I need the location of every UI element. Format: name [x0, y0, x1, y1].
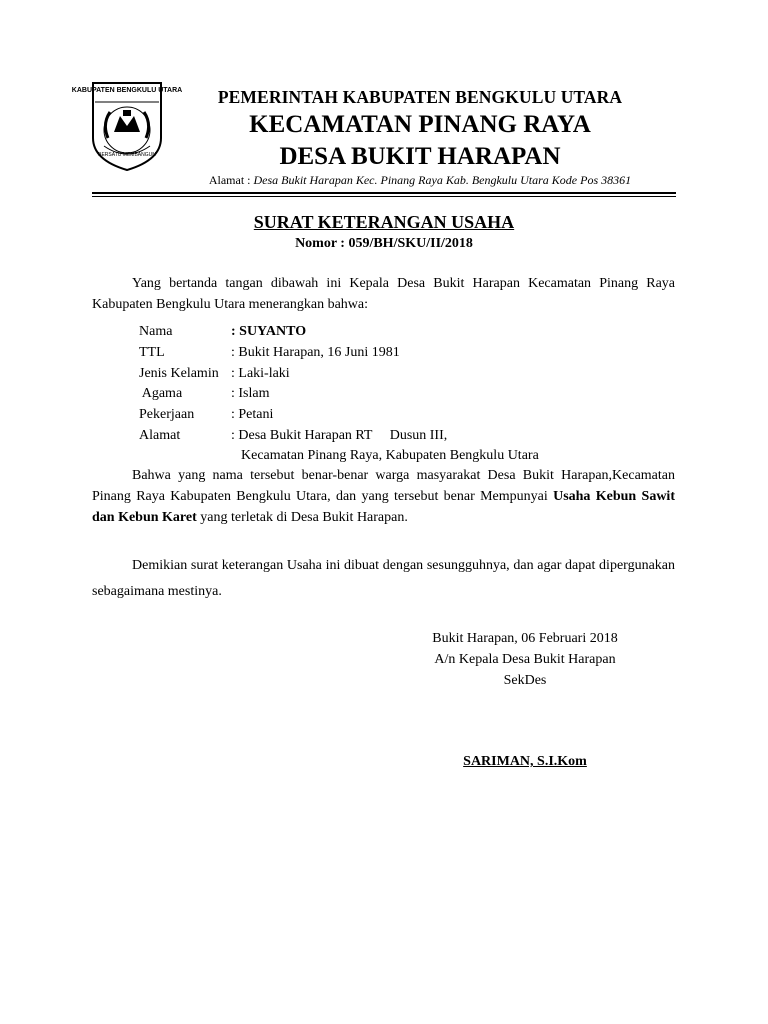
signatory-name: SARIMAN, S.I.Kom — [463, 754, 587, 769]
document-number: Nomor : 059/BH/SKU/II/2018 — [295, 236, 473, 251]
field-row-gender — [139, 364, 290, 384]
field-label: TTL — [139, 345, 165, 360]
business-description: Usaha Kebun Sawit dan Kebun Karet — [92, 489, 675, 525]
field-value: : Petani — [231, 407, 274, 422]
statement-paragraph — [92, 465, 675, 528]
signature-on-behalf: A/n Kepala Desa Bukit Harapan — [434, 652, 616, 667]
village-name: DESA BUKIT HARAPAN — [279, 143, 561, 170]
address-label: Alamat : — [208, 173, 254, 187]
field-address-continuation: Kecamatan Pinang Raya, Kabupaten Bengkulu Utara — [241, 448, 539, 463]
address-value: Desa Bukit Harapan Kec. Pinang Raya Kab. Bengkulu Utara Kode Pos 38361 — [253, 173, 632, 187]
document-title — [0, 212, 768, 233]
field-value: : SUYANTO — [231, 324, 307, 339]
field-label: Nama — [139, 324, 173, 339]
field-row-birth — [139, 343, 400, 363]
district-name: KECAMATAN PINANG RAYA — [249, 111, 591, 138]
field-row-name — [139, 322, 306, 342]
field-label: Alamat — [139, 428, 181, 443]
letterhead-divider-thick — [92, 192, 676, 194]
letterhead-divider-thin — [92, 196, 676, 197]
signature-place-date: Bukit Harapan, 06 Februari 2018 — [432, 631, 618, 646]
logo-ribbon-text: BERSATU MEMBANGUN — [98, 152, 156, 158]
statement-text-1: Bahwa yang nama tersebut benar-benar warga masyarakat Desa Bukit Harapan,Kecamatan Pinang Raya Kabupaten Bengkulu Utara, dan yang tersebut benar Mempunyai — [92, 468, 675, 504]
field-value: : Laki-laki — [231, 366, 290, 381]
intro-paragraph: Yang bertanda tangan dibawah ini Kepala Desa Bukit Harapan Kecamatan Pinang Raya Kabupaten Bengkulu Utara menerangkan bahwa: — [92, 276, 675, 312]
letterhead-address — [150, 173, 690, 188]
government-name: PEMERINTAH KABUPATEN BENGKULU UTARA — [217, 87, 623, 107]
closing-paragraph: Demikian surat keterangan Usaha ini dibuat dengan sesungguhnya, dan agar dapat dipergunakan sebagaimana mestinya. — [92, 558, 675, 599]
field-value: : Islam — [231, 386, 270, 401]
logo-top-text: KABUPATEN BENGKULU UTARA — [71, 87, 183, 94]
statement-text-2: yang terletak di Desa Bukit Harapan. — [196, 510, 408, 525]
document-title-text: SURAT KETERANGAN USAHA — [253, 212, 515, 232]
field-value: : Desa Bukit Harapan RT Dusun III, — [231, 428, 448, 443]
field-label: Pekerjaan — [139, 407, 195, 422]
field-row-address — [139, 426, 447, 446]
field-value: : Bukit Harapan, 16 Juni 1981 — [231, 345, 400, 360]
field-label: Jenis Kelamin — [139, 366, 219, 381]
field-row-religion — [139, 384, 270, 404]
field-label: Agama — [139, 386, 183, 401]
signature-position: SekDes — [503, 673, 547, 688]
field-row-occupation — [139, 405, 273, 425]
